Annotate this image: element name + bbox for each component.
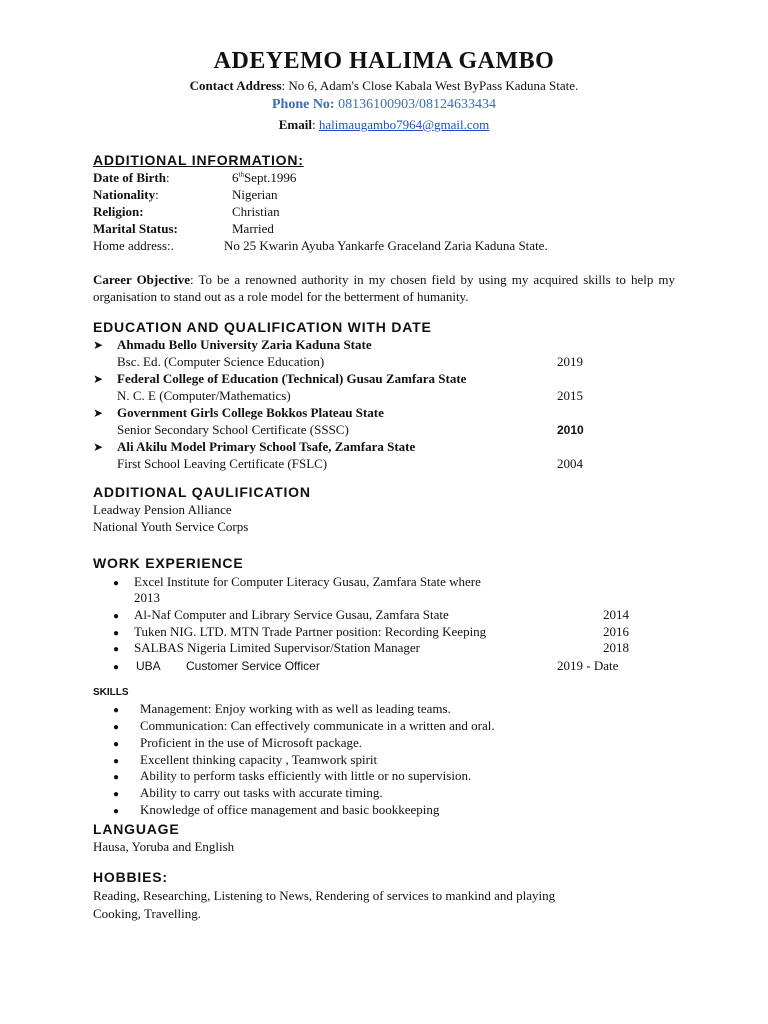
career-objective-text: : To be a renowned authority in my chosen field by using my acquired skills to help my organisation to stand out as a role model for the betterment of humanity.: [93, 272, 676, 304]
additional-qualification-item: National Youth Service Corps: [93, 519, 249, 534]
skill-item: Communication: Can effectively communicate in a written and oral.: [140, 718, 495, 733]
bullet-icon: ●: [113, 806, 120, 817]
education-year: 2004: [557, 456, 583, 471]
language-heading: LANGUAGE: [93, 821, 180, 837]
marital-status-label: Marital Status:: [93, 221, 178, 236]
bullet-icon: ●: [113, 772, 120, 783]
additional-qualification-item: Leadway Pension Alliance: [93, 502, 232, 517]
skill-item: Excellent thinking capacity , Teamwork spirit: [140, 752, 378, 767]
bullet-icon: ●: [113, 628, 120, 639]
work-item-year: 2019 - Date: [557, 658, 619, 673]
education-school: Ali Akilu Model Primary School Tsafe, Zamfara State: [117, 439, 416, 454]
work-item-org: UBA: [136, 659, 161, 673]
work-item-year: 2014: [603, 607, 629, 622]
work-item: Excel Institute for Computer Literacy Gusau, Zamfara State where: [134, 574, 481, 589]
skill-item: Ability to carry out tasks with accurate timing.: [140, 785, 383, 800]
work-item: Al-Naf Computer and Library Service Gusau, Zamfara State: [134, 607, 449, 622]
bullet-icon: ●: [113, 578, 120, 589]
work-item-year: 2016: [603, 624, 629, 639]
arrow-icon: ➤: [93, 338, 104, 352]
education-year: 2015: [557, 388, 583, 403]
bullet-icon: ●: [113, 722, 120, 733]
hobbies-line: Cooking, Travelling.: [93, 906, 201, 921]
candidate-name: ADEYEMO HALIMA GAMBO: [213, 48, 555, 74]
home-address-value: No 25 Kwarin Ayuba Yankarfe Graceland Zaria Kaduna State.: [224, 238, 548, 253]
dob-label: Date of Birth:: [93, 170, 170, 185]
additional-qualification-heading: ADDITIONAL QAULIFICATION: [93, 484, 311, 500]
education-qualification: Bsc. Ed. (Computer Science Education): [117, 354, 325, 369]
arrow-icon: ➤: [93, 406, 104, 420]
bullet-icon: ●: [113, 756, 120, 767]
email-label: Email: [278, 117, 312, 132]
work-experience-heading: WORK EXPERIENCE: [93, 555, 244, 571]
additional-info-heading: ADDITIONAL INFORMATION:: [93, 152, 304, 168]
email-link[interactable]: halimaugambo7964@gmail.com: [318, 117, 490, 132]
bullet-icon: ●: [113, 644, 120, 655]
work-item-year: 2018: [603, 640, 629, 655]
language-text: Hausa, Yoruba and English: [93, 839, 235, 854]
arrow-icon: ➤: [93, 440, 104, 454]
bullet-icon: ●: [113, 611, 120, 622]
skills-heading: SKILLS: [93, 687, 129, 698]
education-school: Government Girls College Bokkos Plateau State: [117, 405, 384, 420]
education-qualification: Senior Secondary School Certificate (SSSC): [117, 422, 349, 437]
phone-value: 08136100903/08124633434: [338, 97, 496, 112]
work-item: Tuken NIG. LTD. MTN Trade Partner position: Recording Keeping: [134, 624, 487, 639]
dob-value: 6thSept.1996: [232, 170, 297, 185]
skill-item: Management: Enjoy working with as well as leading teams.: [140, 701, 451, 716]
contact-label: Contact Address: [189, 78, 282, 93]
bullet-icon: ●: [113, 739, 120, 750]
hobbies-line: Reading, Researching, Listening to News, Rendering of services to mankind and playing: [93, 888, 556, 903]
contact-value: : No 6, Adam's Close Kabala West ByPass Kaduna State.: [281, 78, 579, 93]
bullet-icon: ●: [113, 705, 120, 716]
phone-line: [0, 97, 768, 113]
skill-item: Ability to perform tasks efficiently with little or no supervision.: [140, 768, 472, 783]
hobbies-heading: HOBBIES:: [93, 869, 168, 885]
marital-status-value: Married: [232, 221, 274, 236]
religion-value: Christian: [232, 204, 280, 219]
education-school: Ahmadu Bello University Zaria Kaduna State: [117, 337, 372, 352]
education-heading: EDUCATION AND QUALIFICATION WITH DATE: [93, 319, 432, 335]
career-objective-label: Career Objective: [93, 272, 190, 287]
work-item-year: 2013: [134, 590, 160, 605]
education-year: 2019: [557, 354, 583, 369]
education-qualification: N. C. E (Computer/Mathematics): [117, 388, 291, 403]
career-objective: [93, 271, 675, 305]
bullet-icon: ●: [113, 662, 120, 673]
religion-label: Religion:: [93, 204, 144, 219]
phone-label: Phone No:: [271, 97, 335, 112]
nationality-label: Nationality:: [93, 187, 159, 202]
education-year: 2010: [557, 423, 584, 437]
skill-item: Proficient in the use of Microsoft package.: [140, 735, 363, 750]
nationality-value: Nigerian: [232, 187, 278, 202]
education-qualification: First School Leaving Certificate (FSLC): [117, 456, 328, 471]
work-item: SALBAS Nigeria Limited Supervisor/Station Manager: [134, 640, 420, 655]
bullet-icon: ●: [113, 789, 120, 800]
contact-address: [0, 78, 768, 94]
email-separator: :: [311, 117, 316, 132]
work-item-role: Customer Service Officer: [186, 659, 320, 673]
email-line: [0, 117, 768, 133]
education-school: Federal College of Education (Technical) Gusau Zamfara State: [117, 371, 467, 386]
skill-item: Knowledge of office management and basic bookkeeping: [140, 802, 440, 817]
home-address-label: Home address:.: [93, 238, 174, 253]
arrow-icon: ➤: [93, 372, 104, 386]
